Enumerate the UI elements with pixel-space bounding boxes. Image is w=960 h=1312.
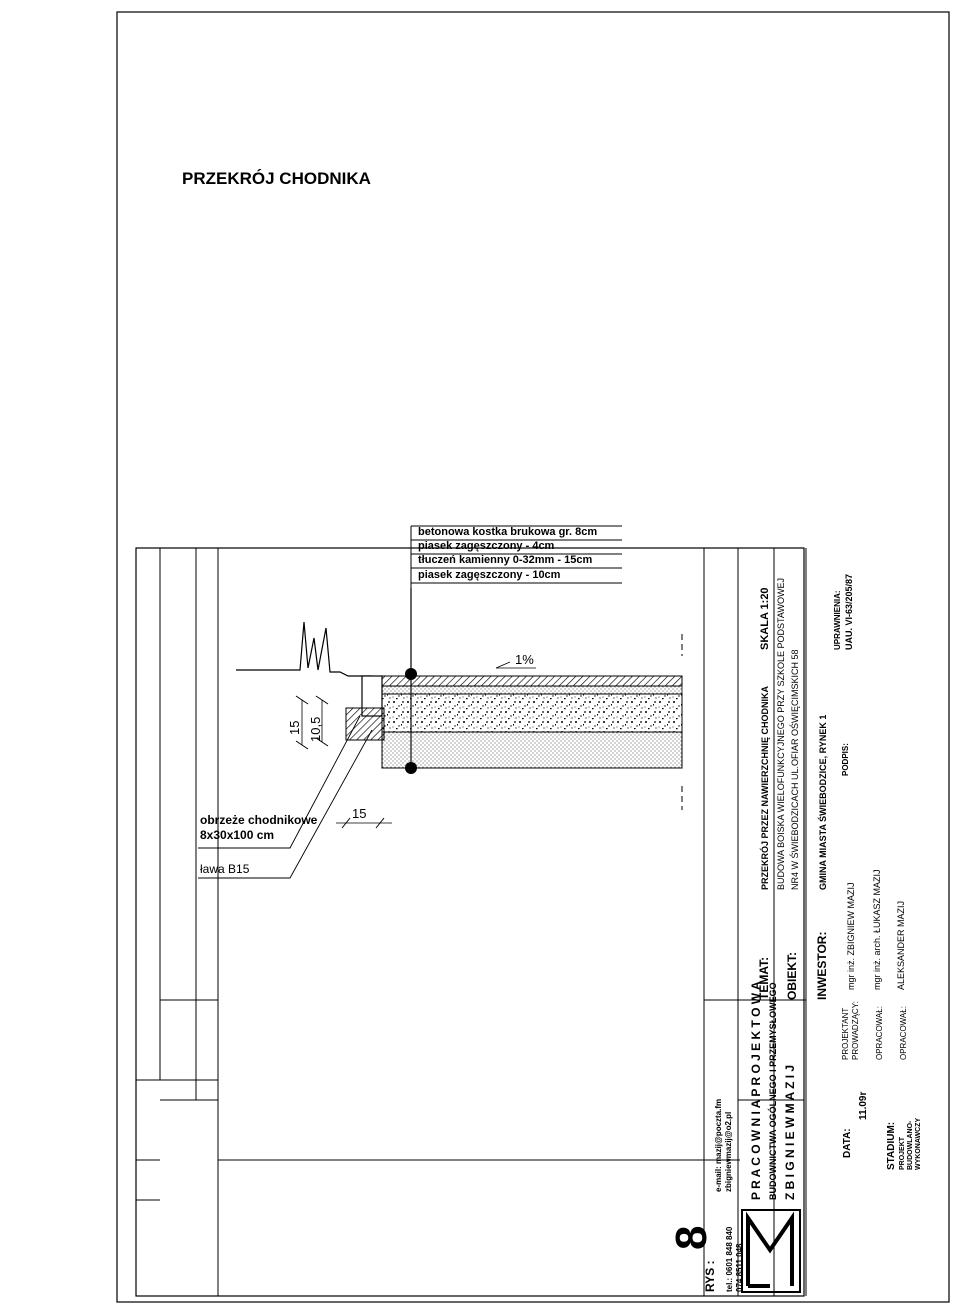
firm-line3: Z B I G N I E W M A Z I J [783, 1064, 797, 1200]
uprawnienia-value: UAU. VI-63/205/87 [844, 573, 854, 650]
contact-tel: tel.: 0601 848 840 [725, 1226, 734, 1292]
stadium-label: STADIUM: [886, 1121, 897, 1170]
drawing-title: PRZEKRÓJ CHODNIKA [182, 169, 371, 188]
temat-value: PRZEKRÓJ PRZEZ NAWIERZCHNIĘ CHODNIKA [760, 685, 770, 890]
inwestor-label: INWESTOR: [815, 931, 829, 1000]
leader-dot-top [405, 668, 417, 680]
opracowal2-value: ALEKSANDER MAZIJ [896, 900, 906, 990]
leader-dot-bottom [405, 762, 417, 774]
scale-label: SKALA 1:20 [759, 587, 771, 650]
firm-logo [742, 1210, 800, 1292]
opracowal2-label: OPRACOWAŁ: [899, 1006, 908, 1060]
layer-sand-top [382, 686, 682, 694]
data-value: 11.09r [858, 1091, 869, 1120]
firm-line1: P R A C O W N I A P R O J E K T O W A [749, 981, 763, 1200]
projektant-label-2: PROWADZĄCY: [851, 1001, 860, 1060]
podpis-label: PODPIS: [841, 743, 850, 776]
rys-number: 8 [667, 1225, 716, 1250]
rys-label: RYS : [703, 1260, 717, 1292]
stadium-line2: BUDOWLANO- [907, 1120, 914, 1170]
projektant-value: mgr inż. ZBIGNIEW MAZIJ [846, 882, 856, 990]
layer-crushed-stone [382, 694, 682, 732]
dim-10-5-vertical: 10,5 [308, 716, 323, 742]
curb-label-line2: 8x30x100 cm [200, 828, 275, 842]
slope-label: 1% [515, 652, 534, 667]
layer-label-3: tłuczeń kamienny 0-32mm - 15cm [418, 554, 593, 566]
bench-label: ława B15 [200, 862, 250, 876]
concrete-bench [346, 708, 384, 740]
layer-sand-bottom [382, 732, 682, 768]
obiekt-line1: BUDOWA BOISKA WIELOFUNKCYJNEGO PRZY SZKOLE PODSTAWOWEJ [776, 577, 786, 890]
contact-email2: zbigniewmazij@o2.pl [724, 1111, 733, 1192]
dim-15-vertical: 15 [287, 720, 302, 735]
contact-tel2: 074 8511 048 [735, 1243, 744, 1292]
layer-label-1: betonowa kostka brukowa gr. 8cm [418, 526, 598, 538]
projektant-label-1: PROJEKTANT [841, 1007, 850, 1060]
opracowal1-value: mgr inż. arch. ŁUKASZ MAZIJ [872, 869, 882, 990]
layer-paving [382, 676, 682, 686]
stadium-line3: WYKONAWCZY [915, 1117, 922, 1170]
layer-label-4: piasek zagęszczony - 10cm [418, 569, 561, 581]
uprawnienia-label: UPRAWNIENIA: [833, 590, 842, 650]
firm-line2: BUDOWNICTWA OGÓLNEGO I PRZEMYSŁOWEGO [768, 982, 778, 1200]
dim-15-horizontal: 15 [352, 806, 367, 821]
curb-label-line1: obrzeże chodnikowe [200, 813, 318, 827]
contact-email1: e-mail: mazij@poczta.fm [714, 1098, 723, 1192]
layer-labels [411, 526, 622, 583]
obiekt-line2: NR4 W ŚWIEBODZICACH UL.OFIAR OŚWIĘCIMSKICH 58 [790, 649, 800, 890]
data-label: DATA: [842, 1128, 853, 1158]
inwestor-value: GMINA MIASTA ŚWIEBODZICE, RYNEK 1 [818, 714, 828, 890]
layer-label-2: piasek zagęszczony - 4cm [418, 540, 555, 552]
obiekt-label: OBIEKT: [785, 952, 799, 1000]
temat-label: TEMAT: [757, 956, 771, 1000]
opracowal1-label: OPRACOWAŁ: [875, 1006, 884, 1060]
stadium-line1: PROJEKT [899, 1136, 906, 1170]
